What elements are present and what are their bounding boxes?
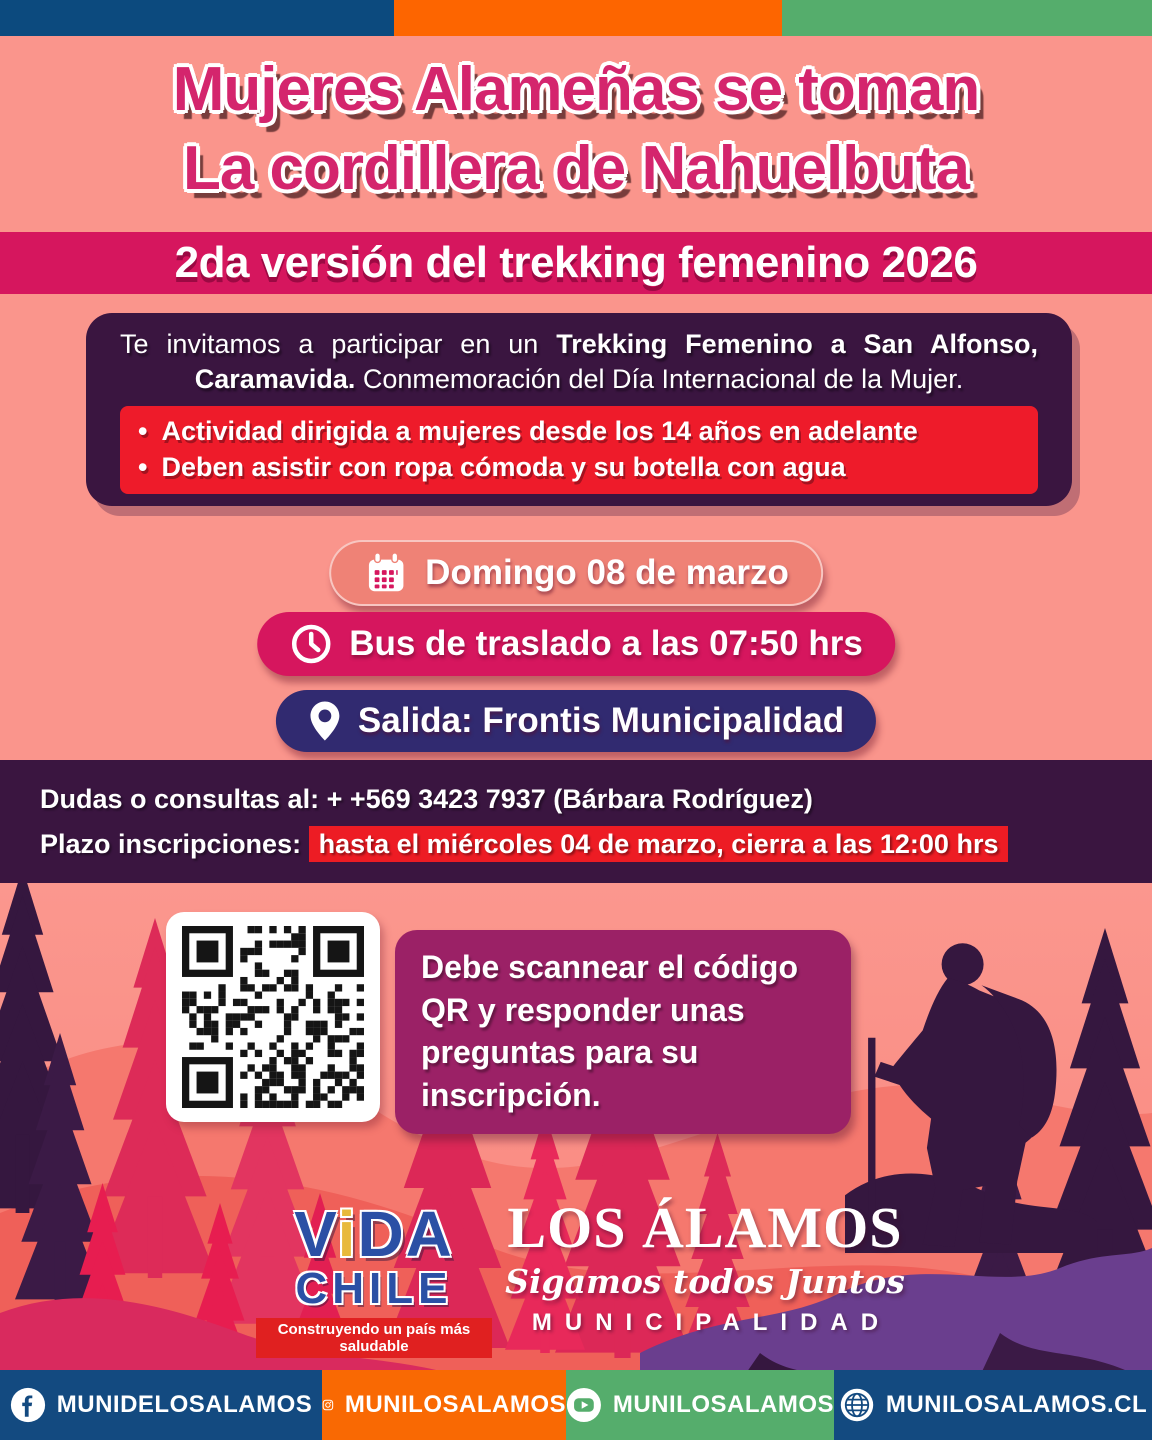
youtube-icon xyxy=(566,1387,602,1423)
bus-time-pill xyxy=(257,612,895,676)
qr-instruction-text: Debe scannear el código QR y responder unas preguntas para su inscripción. xyxy=(421,949,799,1113)
globe-icon xyxy=(839,1387,875,1423)
registration-deadline-highlight: hasta el miércoles 04 de marzo, cierra a las 12:00 hrs xyxy=(309,826,1009,862)
contact-phone-value: + +569 3423 7937 (Bárbara Rodríguez) xyxy=(319,784,813,814)
qr-code xyxy=(166,912,380,1122)
poster-title xyxy=(0,50,1152,209)
top-color-bar xyxy=(0,0,1152,36)
vida-chile-logo xyxy=(256,1198,492,1358)
los-alamos-slogan: Sigamos todos Juntos xyxy=(505,1261,905,1301)
footer-youtube xyxy=(566,1370,834,1440)
los-alamos-logo xyxy=(505,1196,905,1337)
contact-phone-label: Dudas o consultas al: xyxy=(40,784,320,814)
calendar-icon xyxy=(363,550,409,596)
date-pill-label: Domingo 08 de marzo xyxy=(425,553,789,592)
footer-facebook xyxy=(0,1370,322,1440)
bus-time-pill-label: Bus de traslado a las 07:50 hrs xyxy=(349,624,863,663)
footer-youtube-handle: MUNILOSALAMOS xyxy=(612,1391,834,1418)
departure-pill xyxy=(276,690,876,752)
date-pill xyxy=(329,540,823,606)
footer-website-url: MUNILOSALAMOS.CL xyxy=(885,1391,1148,1418)
qr-code-pattern xyxy=(182,926,364,1108)
instagram-icon xyxy=(322,1387,334,1423)
departure-pill-label: Salida: Frontis Municipalidad xyxy=(357,701,845,740)
subtitle-text: 2da versión del trekking femenino 2026 xyxy=(174,238,978,287)
invitation-text xyxy=(120,327,1038,396)
subtitle-band xyxy=(0,232,1152,294)
footer-instagram-handle: MUNILOSALAMOS xyxy=(344,1391,566,1418)
title-line-2: La cordillera de Nahuelbuta xyxy=(182,134,970,204)
vida-chile-wordmark xyxy=(256,1198,492,1270)
invitation-box xyxy=(86,313,1072,506)
vida-chile-slogan-banner: Construyendo un país más saludable xyxy=(256,1318,492,1358)
footer-facebook-handle: MUNIDELOSALAMOS xyxy=(56,1391,313,1418)
top-bar-orange-block xyxy=(394,0,782,36)
invitation-text-part3: Conmemoración del Día Internacional de la Mujer. xyxy=(355,363,964,394)
los-alamos-wordmark: LOS ÁLAMOS xyxy=(507,1195,903,1260)
requirement-item: • Deben asistir con ropa cómoda y su botella con agua xyxy=(138,450,1020,486)
contact-phone-line xyxy=(40,777,1152,822)
vida-letter: V xyxy=(294,1198,338,1270)
top-bar-green-block xyxy=(782,0,1152,36)
vida-letter-accent: i xyxy=(337,1198,358,1270)
invitation-text-bold: Trekking Femenino a San Alfonso, Caramavida. xyxy=(194,329,1038,394)
vida-letters: DA xyxy=(357,1198,454,1270)
facebook-icon xyxy=(10,1387,46,1423)
footer-website xyxy=(834,1370,1152,1440)
qr-instruction-box xyxy=(395,930,851,1134)
invitation-text-part1: Te invitamos a participar en un xyxy=(120,329,557,359)
social-footer-bar xyxy=(0,1370,1152,1440)
los-alamos-municipality-label: MUNICIPALIDAD xyxy=(531,1308,892,1336)
title-line-1: Mujeres Alameñas se toman xyxy=(172,55,980,124)
vida-chile-subword: CHILE xyxy=(295,1264,453,1313)
registration-deadline-label: Plazo inscripciones: xyxy=(40,828,309,859)
contact-band xyxy=(0,760,1152,883)
registration-deadline-line xyxy=(40,822,1152,867)
requirements-box xyxy=(120,406,1038,494)
requirement-item: • Actividad dirigida a mujeres desde los 14 años en adelante xyxy=(138,414,1020,450)
top-bar-blue-block xyxy=(0,0,394,36)
footer-instagram xyxy=(322,1370,566,1440)
location-pin-icon xyxy=(308,699,342,743)
clock-icon xyxy=(289,622,333,666)
